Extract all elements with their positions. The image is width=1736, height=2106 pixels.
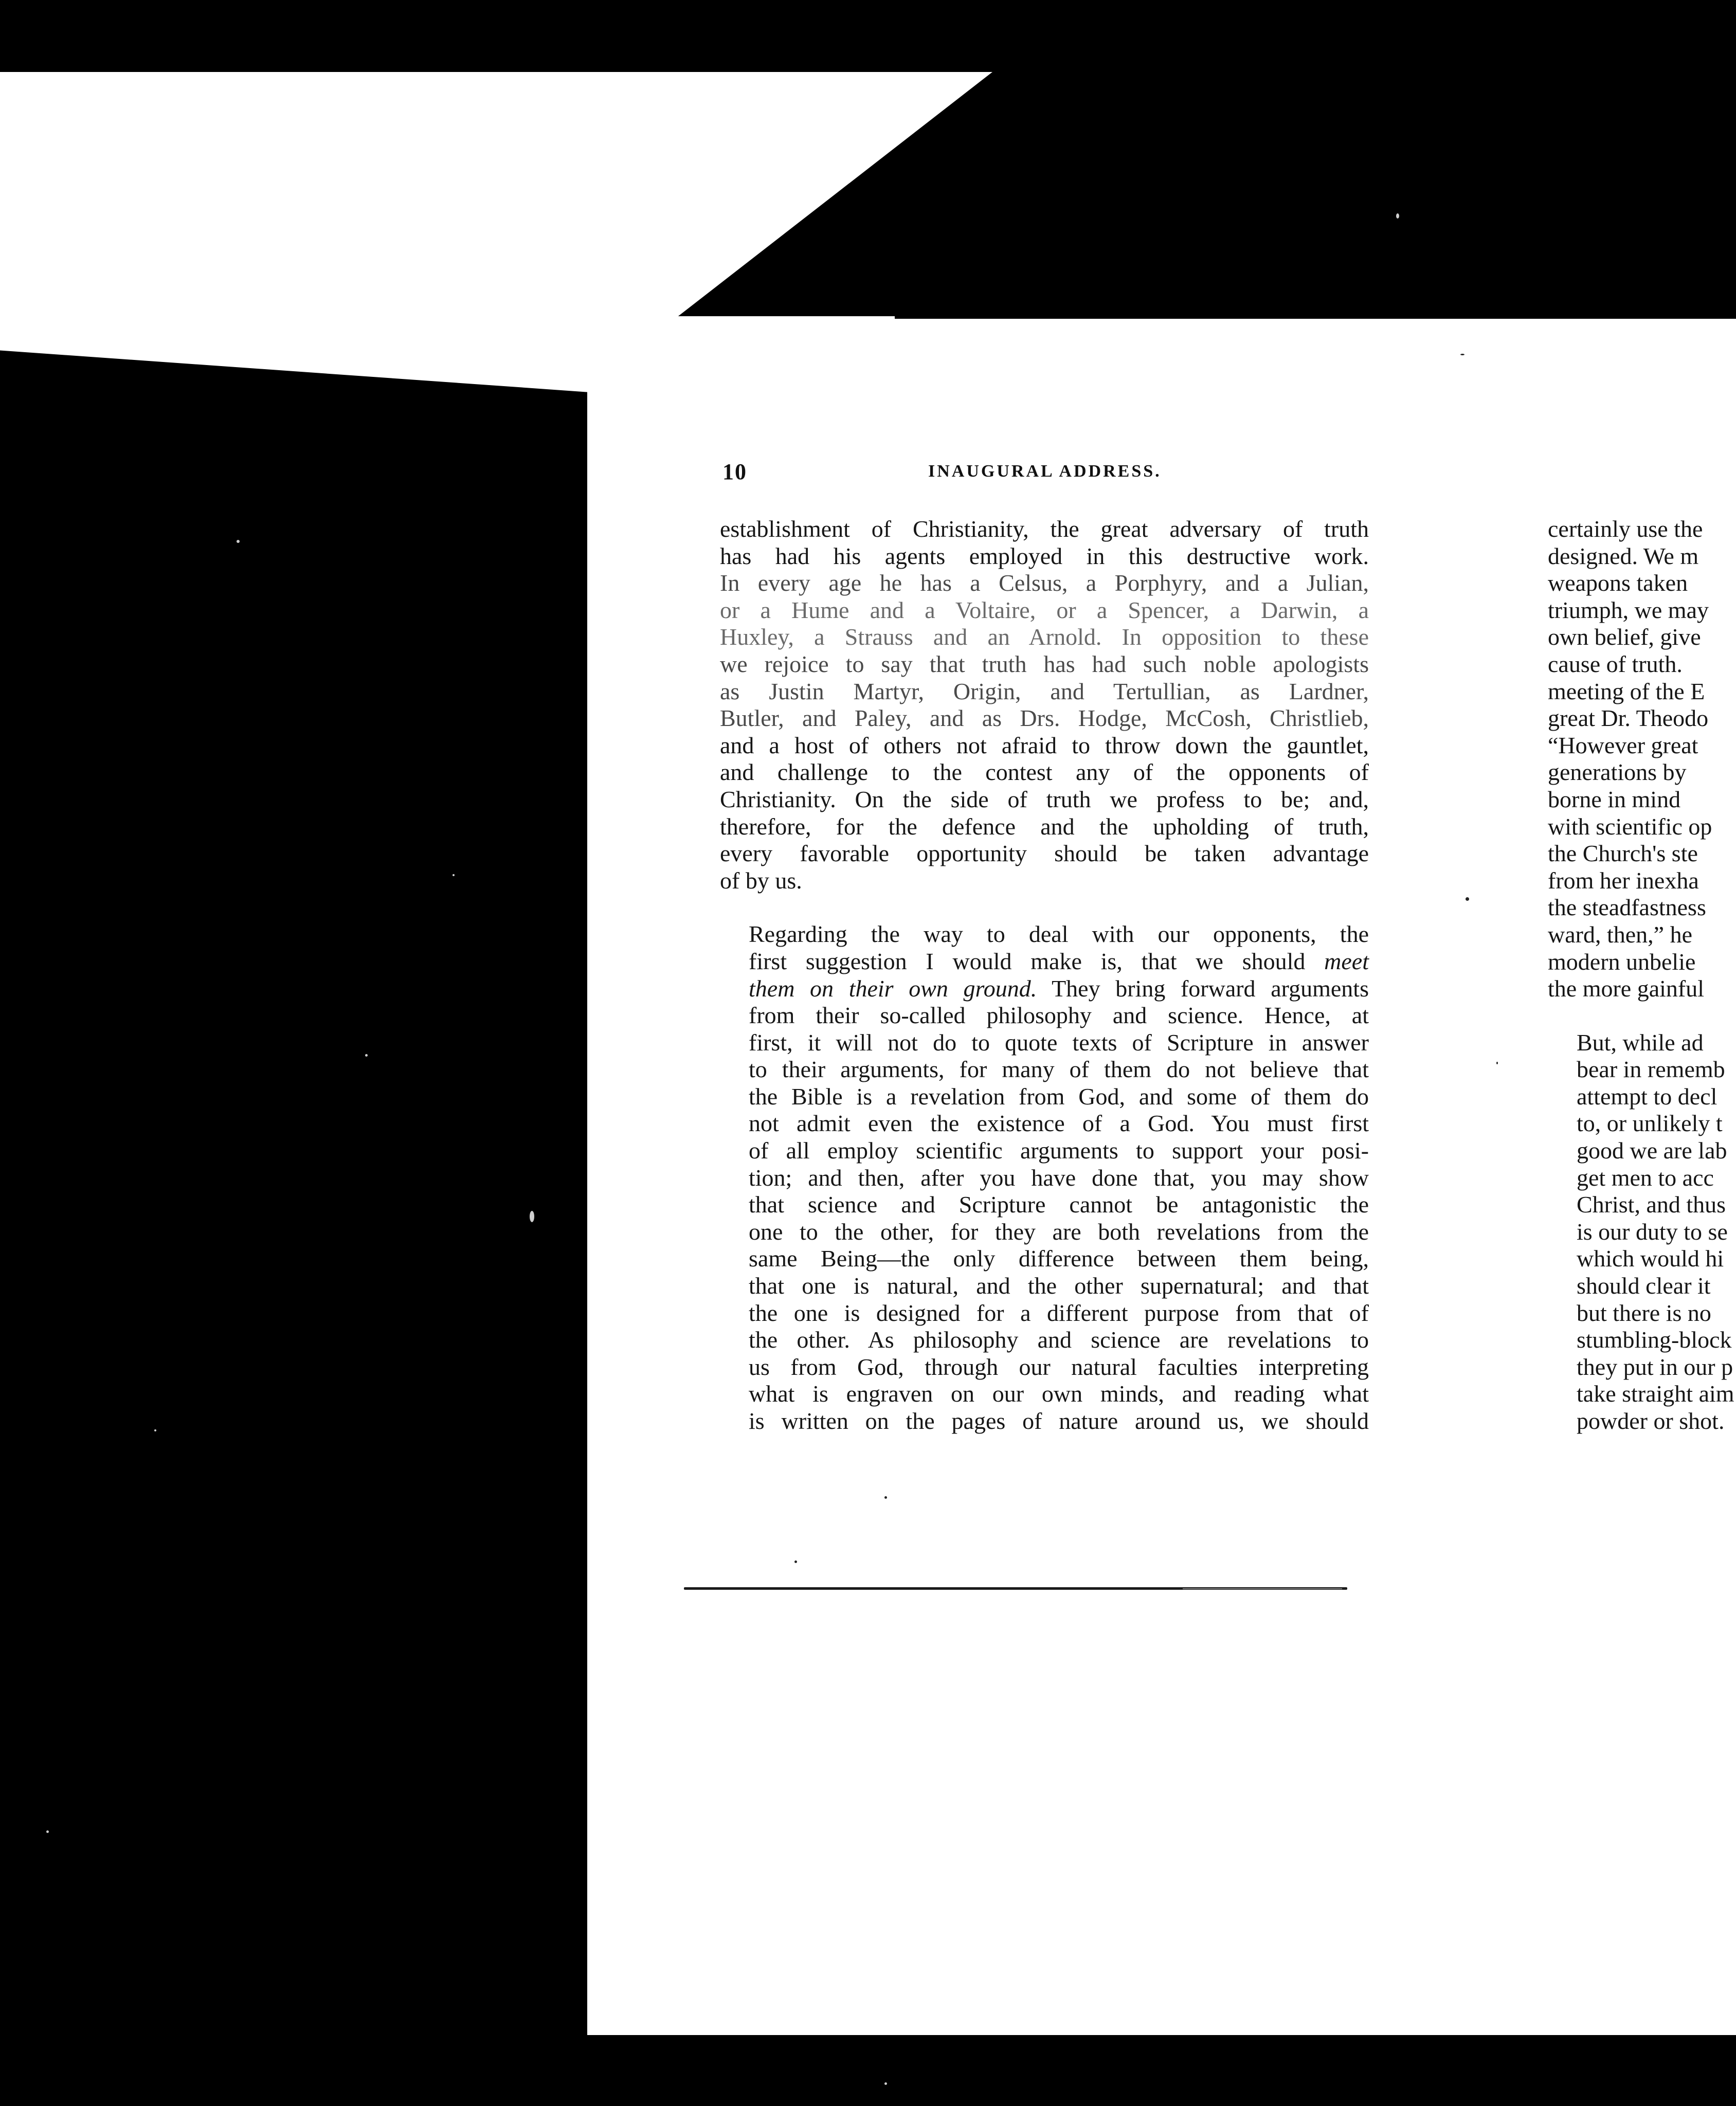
dust-speck (1396, 213, 1399, 219)
dust-speck (237, 540, 240, 543)
text-line: generations by (1548, 759, 1687, 786)
page-header (722, 459, 1381, 489)
dust-speck (365, 1054, 368, 1057)
text-line: to, or unlikely t (1577, 1110, 1723, 1137)
text-line: first, it will not do to quote texts of Scripture in answer (749, 1029, 1369, 1056)
right-text-column-cropped (1548, 516, 1736, 1435)
text-line: therefore, for the defence and the upholding of truth, (720, 813, 1369, 840)
text-line: the Bible is a revelation from God, and some of them do (749, 1083, 1369, 1110)
text-line: triumph, we may (1548, 596, 1709, 623)
text-line: attempt to decl (1577, 1083, 1717, 1110)
text-line: the one is designed for a different purpose from that of (749, 1299, 1369, 1326)
text-line: or a Hume and a Voltaire, or a Spencer, a Darwin, a (720, 596, 1369, 623)
text-line: that one is natural, and the other supernatural; and that (749, 1273, 1369, 1299)
dust-speck (530, 1211, 534, 1222)
text-line: same Being—the only difference between them being, (749, 1245, 1369, 1272)
text-line: the Church's ste (1548, 840, 1698, 867)
ink-mark (884, 1496, 887, 1499)
text-line: cause of truth. (1548, 650, 1683, 677)
text-line: first suggestion I would make is, that we should meet (749, 948, 1369, 974)
text-line: good we are lab (1577, 1137, 1727, 1164)
text-line: the more gainful (1548, 975, 1705, 1002)
text-line: and a host of others not afraid to throw down the gauntlet, (720, 732, 1369, 758)
page-bottom-rule-faded (1183, 1588, 1342, 1589)
text-line: not admit even the existence of a God. You must first (749, 1110, 1369, 1137)
ink-mark (1466, 897, 1469, 901)
text-line: us from God, through our natural faculties interpreting (749, 1353, 1369, 1380)
ink-mark (1460, 354, 1464, 355)
text-line: and challenge to the contest any of the opponents of (720, 759, 1369, 786)
text-line: of by us. (720, 867, 802, 894)
text-line: but there is no (1577, 1299, 1711, 1326)
upper-left-sheet (0, 72, 992, 319)
text-line: modern unbelie (1548, 948, 1696, 975)
text-line: get men to acc (1577, 1164, 1714, 1191)
text-line: which would hi (1577, 1245, 1724, 1272)
text-line: with scientific op (1548, 813, 1712, 840)
paragraph (1548, 1029, 1736, 1435)
text-line: Christianity. On the side of truth we profess to be; and, (720, 786, 1369, 812)
paragraph (720, 921, 1369, 1435)
text-line: establishment of Christianity, the great adversary of truth (720, 516, 1369, 542)
text-line: them on their own ground. They bring forward arguments (749, 975, 1369, 1002)
paragraph (720, 516, 1369, 894)
text-line: is our duty to se (1577, 1218, 1728, 1245)
ink-mark (1496, 1062, 1498, 1064)
ink-mark (794, 1560, 797, 1563)
emphasized-text: them on their own ground. (749, 975, 1037, 1002)
text-line: In every age he has a Celsus, a Porphyry, and a Julian, (720, 570, 1369, 596)
text-line: they put in our p (1577, 1353, 1733, 1380)
dust-speck (46, 1830, 49, 1833)
text-line: we rejoice to say that truth has had such noble apologists (720, 650, 1369, 677)
text-line: should clear it (1577, 1273, 1711, 1299)
text-line: “However great (1548, 732, 1698, 758)
text-line: the other. As philosophy and science are revelations to (749, 1327, 1369, 1353)
left-text-column (720, 516, 1369, 1435)
text-line: from their so-called philosophy and science. Hence, at (749, 1002, 1369, 1029)
text-line: borne in mind (1548, 786, 1681, 812)
text-line: meeting of the E (1548, 678, 1705, 704)
text-line: Huxley, a Strauss and an Arnold. In opposition to these (720, 624, 1369, 650)
text-line: own belief, give (1548, 624, 1701, 650)
text-line: But, while ad (1577, 1029, 1704, 1056)
text-line: Christ, and thus (1577, 1191, 1726, 1218)
text-line: powder or shot. (1577, 1408, 1725, 1434)
text-line: to their arguments, for many of them do not believe that (749, 1056, 1369, 1083)
text-line: what is engraven on our own minds, and reading what (749, 1381, 1369, 1407)
text-line: has had his agents employed in this destructive work. (720, 542, 1369, 569)
text-line: tion; and then, after you have done that, you may show (749, 1164, 1369, 1191)
text-line: weapons taken (1548, 570, 1688, 596)
text-line: Butler, and Paley, and as Drs. Hodge, McCosh, Christlieb, (720, 705, 1369, 732)
dust-speck (453, 874, 455, 876)
text-line: as Justin Martyr, Origin, and Tertullian, as Lardner, (720, 678, 1369, 704)
text-line: take straight aim (1577, 1381, 1734, 1407)
text-line: the steadfastness (1548, 894, 1706, 921)
text-line: is written on the pages of nature around us, we should (749, 1408, 1369, 1434)
running-title: INAUGURAL ADDRESS. (928, 462, 1162, 481)
text-line: certainly use the (1548, 516, 1703, 542)
text-line: Regarding the way to deal with our opponents, the (749, 921, 1369, 948)
dust-speck (154, 1429, 156, 1431)
text-line: that science and Scripture cannot be antagonistic the (749, 1191, 1369, 1218)
page-number: 10 (722, 459, 747, 484)
text-line: ward, then,” he (1548, 921, 1692, 948)
text-line: every favorable opportunity should be taken advantage (720, 840, 1369, 867)
text-line: designed. We m (1548, 542, 1699, 569)
text-line: great Dr. Theodo (1548, 705, 1709, 732)
emphasized-text: meet (1324, 948, 1369, 974)
paragraph (1548, 516, 1736, 1003)
page-spread-top-edge (887, 319, 1736, 334)
text-line: of all employ scientific arguments to support your posi- (749, 1137, 1369, 1164)
text-line: bear in rememb (1577, 1056, 1725, 1083)
text-line: from her inexha (1548, 867, 1699, 894)
dust-speck (884, 2082, 887, 2085)
text-line: stumbling-block (1577, 1327, 1732, 1353)
text-line: one to the other, for they are both revelations from the (749, 1218, 1369, 1245)
